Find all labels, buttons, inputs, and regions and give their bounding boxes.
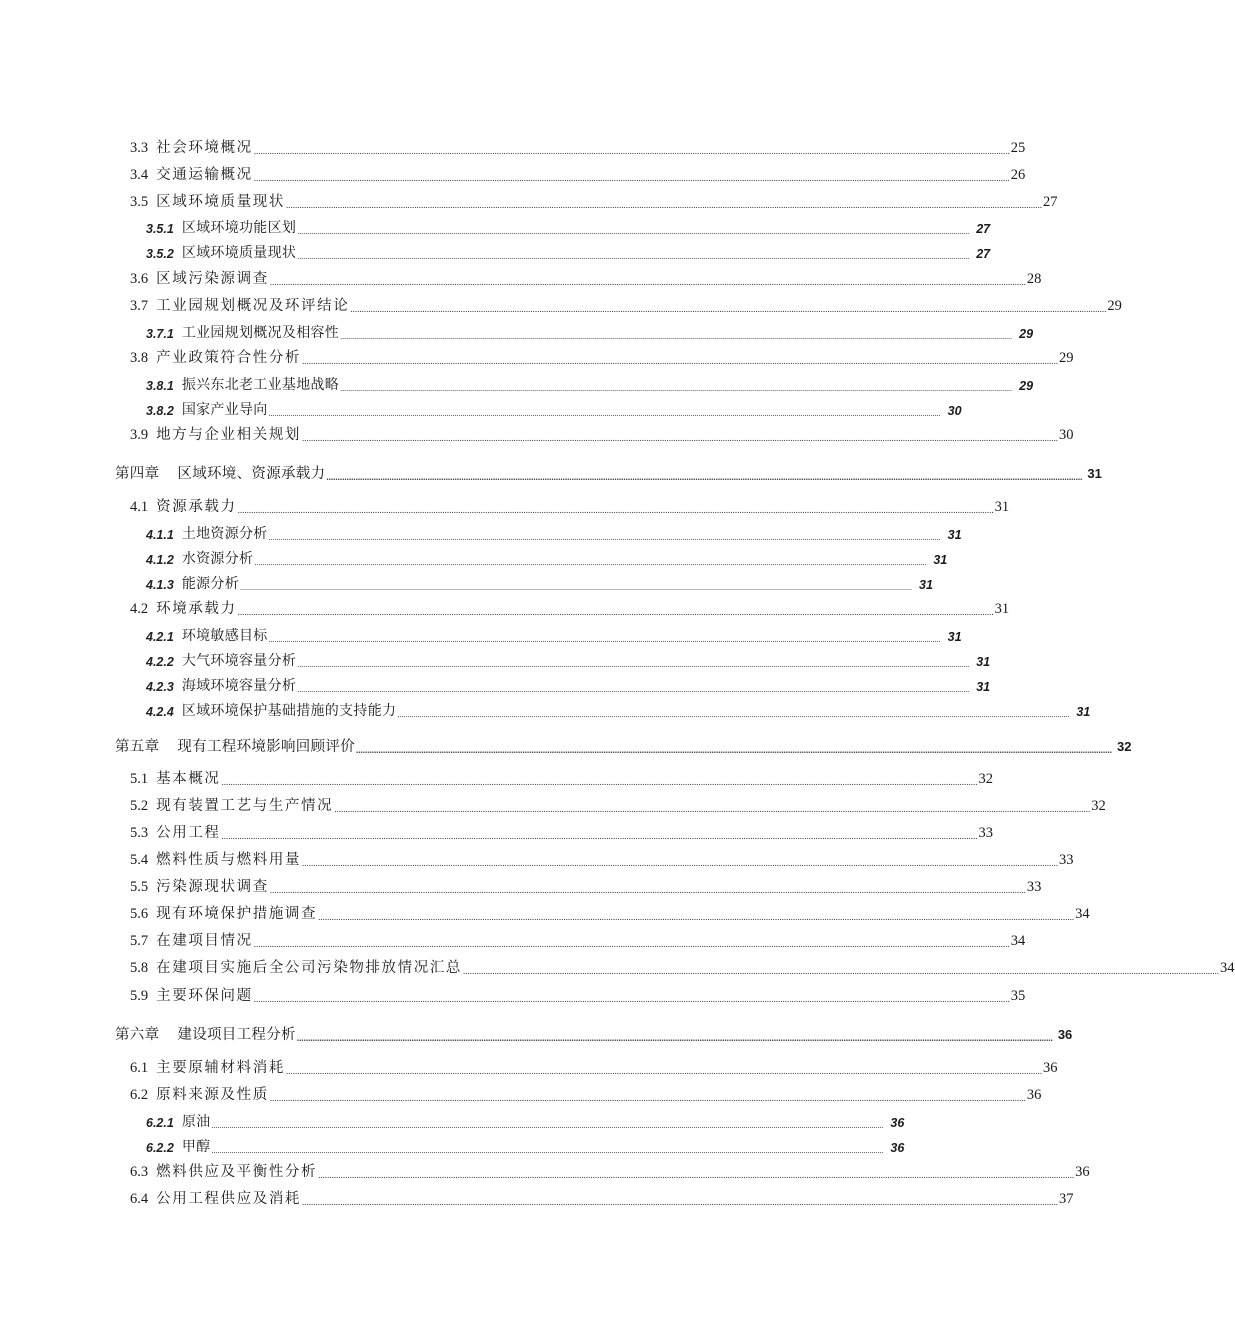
toc-entry-number: 6.2.1 [146,1116,174,1130]
toc-entry-number: 4.2.1 [146,630,174,644]
toc-entry-title: 资源承载力 [156,499,237,515]
toc-entry-title: 基本概况 [156,771,221,787]
toc-entry-number: 6.3 [130,1164,149,1180]
toc-entry-page: 34 [1010,933,1026,949]
toc-entry-page: 34 [1220,960,1235,976]
toc-entry-page: 29 [1059,350,1074,366]
toc-entry[interactable] [146,575,933,595]
toc-entry[interactable] [130,1084,1042,1106]
dot-leader: ................................................................................................................................................................................................................................................................................................................................................ [253,146,1010,156]
toc-entry[interactable] [146,401,962,421]
toc-entry-number: 3.8.2 [146,404,174,418]
toc-chapter-title: 建设项目工程分析 [177,1027,296,1043]
toc-entry-number: 4.2 [130,601,149,617]
toc-entry-page: 36 [890,1116,905,1130]
toc-entry-number: 6.4 [130,1191,149,1207]
toc-entry-title: 现有装置工艺与生产情况 [156,798,334,814]
dot-leader: ................................................................................................................................................................................................................................................................................................................................................ [211,1121,884,1130]
dot-leader: ................................................................................................................................................................................................................................................................................................................................................ [297,660,970,669]
toc-entry[interactable] [130,1188,1074,1210]
toc-entry-title: 原油 [181,1115,211,1130]
toc-entry-page: 34 [1075,906,1090,922]
toc-entry[interactable] [130,795,1106,817]
dot-leader: ................................................................................................................................................................................................................................................................................................................................................ [268,409,941,418]
toc-entry-page: 30 [947,404,962,418]
toc-entry-title: 区域环境质量现状 [156,194,285,210]
toc-entry[interactable] [130,985,1026,1007]
toc-entry[interactable] [130,957,1235,979]
toc-entry-number: 4.1.1 [146,528,174,542]
dot-leader: ................................................................................................................................................................................................................................................................................................................................................ [285,200,1042,210]
toc-entry[interactable] [130,424,1074,446]
toc-entry-page: 32 [1091,798,1106,814]
toc-entry[interactable] [130,268,1042,290]
toc-entry-number: 6.1 [130,1060,149,1076]
toc-entry-page: 31 [976,655,991,669]
toc-entry-number: 5.6 [130,906,149,922]
toc-entry-page: 36 [1026,1087,1042,1103]
dot-leader: ................................................................................................................................................................................................................................................................................................................................................ [297,685,970,694]
toc-entry-title: 公用工程 [156,825,221,841]
toc-entry-title: 甲醇 [181,1140,211,1155]
toc-entry-title: 土地资源分析 [181,527,268,542]
dot-leader: ................................................................................................................................................................................................................................................................................................................................................ [297,227,970,236]
toc-entry-number: 5.3 [130,825,149,841]
toc-entry[interactable] [130,822,994,844]
toc-entry-title: 区域环境功能区划 [181,221,297,236]
dot-leader: ................................................................................................................................................................................................................................................................................................................................................ [296,1033,1053,1043]
toc-entry-page: 31 [994,601,1010,617]
toc-entry-title: 公用工程供应及消耗 [156,1191,302,1207]
toc-entry-page: 31 [994,499,1010,515]
dot-leader: ................................................................................................................................................................................................................................................................................................................................................ [268,635,941,644]
toc-entry-page: 33 [1059,852,1074,868]
dot-leader: ................................................................................................................................................................................................................................................................................................................................................ [302,1197,1059,1207]
toc-entry[interactable] [146,244,991,264]
toc-chapter-page: 32 [1117,739,1132,754]
toc-entry-number: 4.1 [130,499,149,515]
toc-entry-page: 31 [919,578,933,592]
toc-entry[interactable] [130,849,1074,871]
toc-entry[interactable] [130,598,1010,620]
dot-leader: ................................................................................................................................................................................................................................................................................................................................................ [285,1066,1042,1076]
toc-entry-title: 能源分析 [181,577,240,592]
toc-entry-number: 3.8.1 [146,379,174,393]
toc-entry-number: 5.2 [130,798,149,814]
dot-leader: ................................................................................................................................................................................................................................................................................................................................................ [253,939,1010,949]
toc-entry-number: 5.1 [130,771,149,787]
toc-entry-page: 31 [933,553,948,567]
dot-leader: ................................................................................................................................................................................................................................................................................................................................................ [269,277,1026,287]
toc-entry-title: 交通运输概况 [156,167,253,183]
toc-chapter[interactable] [115,736,1132,758]
toc-entry-number: 3.4 [130,167,149,183]
dot-leader: ................................................................................................................................................................................................................................................................................................................................................ [397,710,1070,719]
dot-leader: ................................................................................................................................................................................................................................................................................................................................................ [334,804,1091,814]
toc-entry-page: 25 [1010,140,1026,156]
toc-entry[interactable] [146,219,991,239]
toc-entry[interactable] [130,930,1026,952]
toc-entry-title: 环境承载力 [156,601,237,617]
toc-entry-number: 4.2.4 [146,705,174,719]
toc-entry-title: 国家产业导向 [181,403,268,418]
toc-chapter-title: 现有工程环境影响回顾评价 [177,739,356,755]
toc-entry-title: 工业园规划概况及环评结论 [156,298,350,314]
toc-entry-title: 污染源现状调查 [156,879,269,895]
toc-entry-number: 3.8 [130,350,149,366]
toc-entry-number: 3.9 [130,427,149,443]
toc-chapter[interactable] [115,463,1102,485]
toc-entry-title: 社会环境概况 [156,140,253,156]
toc-entry[interactable] [130,347,1074,369]
toc-entry[interactable] [130,295,1122,317]
dot-leader: ................................................................................................................................................................................................................................................................................................................................................ [326,472,1083,482]
toc-entry-number: 5.7 [130,933,149,949]
toc-entry-title: 燃料供应及平衡性分析 [156,1164,318,1180]
toc-entry[interactable] [146,652,991,672]
toc-entry-page: 31 [976,680,991,694]
toc-chapter-title: 区域环境、资源承载力 [177,466,326,482]
dot-leader: ................................................................................................................................................................................................................................................................................................................................................ [302,858,1059,868]
toc-chapter[interactable] [115,1024,1073,1046]
toc-entry[interactable] [146,627,962,647]
toc-entry-number: 3.5 [130,194,149,210]
toc-entry[interactable] [146,525,962,545]
dot-leader: ................................................................................................................................................................................................................................................................................................................................................ [237,505,994,515]
toc-entry-page: 32 [978,771,994,787]
toc-entry-title: 主要原辅材料消耗 [156,1060,285,1076]
toc-entry-page: 31 [947,528,962,542]
toc-entry-title: 振兴东北老工业基地战略 [181,378,340,393]
dot-leader: ................................................................................................................................................................................................................................................................................................................................................ [253,994,1010,1004]
toc-entry-page: 36 [1042,1060,1058,1076]
dot-leader: ................................................................................................................................................................................................................................................................................................................................................ [211,1146,884,1155]
toc-entry-title: 在建项目情况 [156,933,253,949]
toc-entry-title: 区域环境保护基础措施的支持能力 [181,704,397,719]
toc-chapter-page: 36 [1057,1027,1073,1042]
toc-entry-number: 4.2.2 [146,655,174,669]
toc-entry-page: 29 [1019,379,1034,393]
toc-entry[interactable] [130,1161,1090,1183]
toc-entry-page: 37 [1059,1191,1074,1207]
dot-leader: ................................................................................................................................................................................................................................................................................................................................................ [240,583,913,592]
dot-leader: ................................................................................................................................................................................................................................................................................................................................................ [221,831,978,841]
toc-entry-title: 工业园规划概况及相容性 [181,326,340,341]
dot-leader: ................................................................................................................................................................................................................................................................................................................................................ [253,173,1010,183]
toc-entry-page: 28 [1026,271,1042,287]
toc-entry[interactable] [130,164,1026,186]
toc-entry-number: 3.7 [130,298,149,314]
toc-entry-title: 地方与企业相关规划 [156,427,302,443]
dot-leader: ................................................................................................................................................................................................................................................................................................................................................ [318,1170,1075,1180]
dot-leader: ................................................................................................................................................................................................................................................................................................................................................ [340,332,1013,341]
toc-entry-title: 环境敏感目标 [181,629,268,644]
toc-entry[interactable] [130,876,1042,898]
toc-entry-page: 33 [978,825,994,841]
toc-entry-title: 区域环境质量现状 [181,246,297,261]
toc-entry-page: 33 [1026,879,1042,895]
toc-entry[interactable] [146,550,948,570]
toc-entry-title: 现有环境保护措施调查 [156,906,318,922]
toc-entry-page: 30 [1059,427,1074,443]
toc-entry-page: 26 [1010,167,1026,183]
toc-entry[interactable] [146,702,1091,722]
dot-leader: ................................................................................................................................................................................................................................................................................................................................................ [302,356,1059,366]
toc-entry-number: 4.1.2 [146,553,174,567]
dot-leader: ................................................................................................................................................................................................................................................................................................................................................ [269,885,1026,895]
toc-entry-page: 27 [1042,194,1058,210]
toc-entry[interactable] [130,768,994,790]
dot-leader: ................................................................................................................................................................................................................................................................................................................................................ [237,607,994,617]
dot-leader: ................................................................................................................................................................................................................................................................................................................................................ [269,1093,1026,1103]
toc-entry-number: 5.9 [130,988,149,1004]
toc-entry[interactable] [146,376,1034,396]
toc-entry-title: 区域污染源调查 [156,271,269,287]
toc-entry[interactable] [130,496,1010,518]
dot-leader: ................................................................................................................................................................................................................................................................................................................................................ [340,384,1013,393]
dot-leader: ................................................................................................................................................................................................................................................................................................................................................ [221,777,978,787]
toc-entry[interactable] [146,1113,905,1133]
toc-entry[interactable] [130,1057,1058,1079]
toc-entry-number: 3.7.1 [146,327,174,341]
toc-entry-title: 产业政策符合性分析 [156,350,302,366]
toc-entry-title: 大气环境容量分析 [181,654,297,669]
dot-leader: ................................................................................................................................................................................................................................................................................................................................................ [463,966,1220,976]
toc-entry-title: 原料来源及性质 [156,1087,269,1103]
dot-leader: ................................................................................................................................................................................................................................................................................................................................................ [356,745,1113,755]
toc-entry-page: 36 [890,1141,905,1155]
toc-entry-number: 3.6 [130,271,149,287]
dot-leader: ................................................................................................................................................................................................................................................................................................................................................ [297,252,970,261]
toc-entry-title: 海域环境容量分析 [181,679,297,694]
toc-entry[interactable] [130,903,1090,925]
toc-entry[interactable] [146,677,991,697]
toc-entry-number: 5.8 [130,960,149,976]
toc-entry-title: 水资源分析 [181,552,254,567]
toc-entry-page: 29 [1107,298,1122,314]
toc-entry[interactable] [146,1138,905,1158]
toc-entry-page: 35 [1010,988,1026,1004]
toc-entry-page: 29 [1019,327,1034,341]
toc-entry-number: 6.2.2 [146,1141,174,1155]
dot-leader: ................................................................................................................................................................................................................................................................................................................................................ [268,533,941,542]
toc-entry-number: 3.5.2 [146,247,174,261]
toc-entry-number: 3.5.1 [146,222,174,236]
toc-entry-number: 3.3 [130,140,149,156]
toc-entry-title: 主要环保问题 [156,988,253,1004]
toc-entry-number: 4.1.3 [146,578,174,592]
toc-entry-title: 在建项目实施后全公司污染物排放情况汇总 [156,960,463,976]
toc-entry-title: 燃料性质与燃料用量 [156,852,302,868]
toc-entry[interactable] [146,324,1034,344]
toc-entry-page: 31 [1076,705,1091,719]
toc-entry-page: 27 [976,247,991,261]
toc-entry-page: 31 [947,630,962,644]
toc-entry[interactable] [130,191,1058,213]
dot-leader: ................................................................................................................................................................................................................................................................................................................................................ [254,558,927,567]
toc-chapter-number: 第六章 [115,1027,160,1043]
toc-chapter-number: 第四章 [115,466,160,482]
toc-chapter-number: 第五章 [115,739,160,755]
dot-leader: ................................................................................................................................................................................................................................................................................................................................................ [350,304,1107,314]
toc-entry[interactable] [130,137,1026,159]
toc-entry-number: 5.4 [130,852,149,868]
toc-entry-number: 5.5 [130,879,149,895]
toc-entry-page: 36 [1075,1164,1090,1180]
dot-leader: ................................................................................................................................................................................................................................................................................................................................................ [302,433,1059,443]
toc-chapter-page: 31 [1087,466,1102,481]
toc-entry-number: 6.2 [130,1087,149,1103]
toc-entry-number: 4.2.3 [146,680,174,694]
toc-entry-page: 27 [976,222,991,236]
dot-leader: ................................................................................................................................................................................................................................................................................................................................................ [318,912,1075,922]
